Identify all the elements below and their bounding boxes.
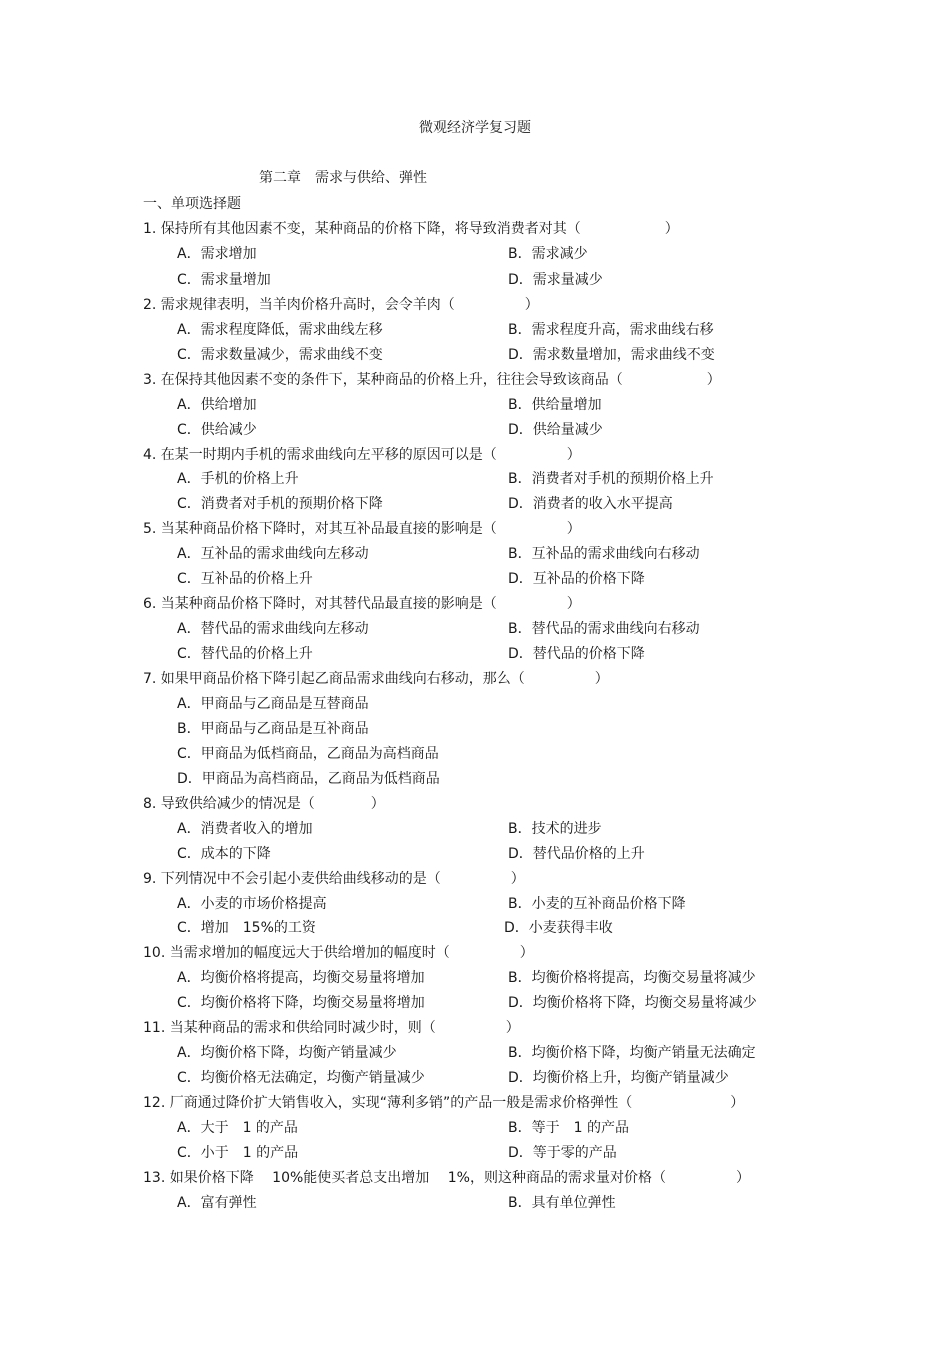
question-5: 5. 当某种商品价格下降时，对其互补品最直接的影响是（ ） [143, 521, 581, 537]
option-7c: C．甲商品为低档商品，乙商品为高档商品 [177, 746, 439, 762]
option-8c: C．成本的下降 [177, 846, 271, 862]
option-12b: B．等于 1 的产品 [508, 1120, 629, 1136]
option-8d: D．替代品价格的上升 [508, 846, 645, 862]
option-7a: A．甲商品与乙商品是互替商品 [177, 696, 369, 712]
option-6d: D．替代品的价格下降 [508, 646, 645, 662]
option-9a: A．小麦的市场价格提高 [177, 896, 327, 912]
option-1a: A．需求增加 [177, 246, 257, 262]
option-2d: D．需求数量增加，需求曲线不变 [508, 347, 715, 363]
option-7d: D．甲商品为高档商品，乙商品为低档商品 [177, 771, 440, 787]
question-13: 13. 如果价格下降 10%能使买者总支出增加 1%，则这种商品的需求量对价格（ ） [143, 1170, 750, 1186]
option-6b: B．替代品的需求曲线向右移动 [508, 621, 700, 637]
option-8b: B．技术的进步 [508, 821, 602, 837]
option-9d: D．小麦获得丰收 [504, 920, 613, 936]
option-10b: B．均衡价格将提高，均衡交易量将减少 [508, 970, 756, 986]
option-12d: D．等于零的产品 [508, 1145, 617, 1161]
option-6a: A．替代品的需求曲线向左移动 [177, 621, 369, 637]
option-10c: C．均衡价格将下降，均衡交易量将增加 [177, 995, 425, 1011]
option-1c: C．需求量增加 [177, 272, 271, 288]
option-10d: D．均衡价格将下降，均衡交易量将减少 [508, 995, 757, 1011]
option-13a: A．富有弹性 [177, 1195, 257, 1211]
question-1: 1. 保持所有其他因素不变，某种商品的价格下降，将导致消费者对其（ ） [143, 221, 679, 237]
option-3d: D．供给量减少 [508, 422, 603, 438]
option-9c: C．增加 15%的工资 [177, 920, 316, 936]
option-4c: C．消费者对手机的预期价格下降 [177, 496, 383, 512]
option-2a: A．需求程度降低，需求曲线左移 [177, 322, 383, 338]
option-11c: C．均衡价格无法确定，均衡产销量减少 [177, 1070, 425, 1086]
option-12a: A．大于 1 的产品 [177, 1120, 298, 1136]
question-12: 12. 厂商通过降价扩大销售收入，实现“薄利多销”的产品一般是需求价格弹性（ ） [143, 1095, 745, 1111]
option-7b: B．甲商品与乙商品是互补商品 [177, 721, 369, 737]
option-5c: C．互补品的价格上升 [177, 571, 313, 587]
option-4b: B．消费者对手机的预期价格上升 [508, 471, 714, 487]
option-2c: C．需求数量减少，需求曲线不变 [177, 347, 383, 363]
question-6: 6. 当某种商品价格下降时，对其替代品最直接的影响是（ ） [143, 596, 581, 612]
question-3: 3. 在保持其他因素不变的条件下，某种商品的价格上升，往往会导致该商品（ ） [143, 372, 721, 388]
question-8: 8. 导致供给减少的情况是（ ） [143, 796, 385, 812]
question-7: 7. 如果甲商品价格下降引起乙商品需求曲线向右移动，那么（ ） [143, 671, 609, 687]
option-4a: A．手机的价格上升 [177, 471, 299, 487]
option-11b: B．均衡价格下降，均衡产销量无法确定 [508, 1045, 756, 1061]
option-11a: A．均衡价格下降，均衡产销量减少 [177, 1045, 397, 1061]
option-5a: A．互补品的需求曲线向左移动 [177, 546, 369, 562]
option-5b: B．互补品的需求曲线向右移动 [508, 546, 700, 562]
option-3a: A．供给增加 [177, 397, 257, 413]
section-heading: 一、单项选择题 [143, 196, 241, 212]
option-8a: A．消费者收入的增加 [177, 821, 313, 837]
option-11d: D．均衡价格上升，均衡产销量减少 [508, 1070, 729, 1086]
question-10: 10. 当需求增加的幅度远大于供给增加的幅度时（ ） [143, 945, 534, 961]
option-4d: D．消费者的收入水平提高 [508, 496, 673, 512]
option-1d: D．需求量减少 [508, 272, 603, 288]
option-6c: C．替代品的价格上升 [177, 646, 313, 662]
option-10a: A．均衡价格将提高，均衡交易量将增加 [177, 970, 425, 986]
chapter-title: 第二章 需求与供给、弹性 [259, 170, 427, 186]
option-3b: B．供给量增加 [508, 397, 602, 413]
option-2b: B．需求程度升高，需求曲线右移 [508, 322, 714, 338]
option-1b: B．需求减少 [508, 246, 588, 262]
option-3c: C．供给减少 [177, 422, 257, 438]
option-12c: C．小于 1 的产品 [177, 1145, 299, 1161]
question-11: 11. 当某种商品的需求和供给同时减少时，则（ ） [143, 1020, 520, 1036]
option-9b: B．小麦的互补商品价格下降 [508, 896, 686, 912]
option-13b: B．具有单位弹性 [508, 1195, 616, 1211]
question-9: 9. 下列情况中不会引起小麦供给曲线移动的是（ ） [143, 871, 525, 887]
option-5d: D．互补品的价格下降 [508, 571, 645, 587]
question-2: 2. 需求规律表明，当羊肉价格升高时，会令羊肉（ ） [143, 297, 539, 313]
document-title: 微观经济学复习题 [419, 120, 531, 136]
question-4: 4. 在某一时期内手机的需求曲线向左平移的原因可以是（ ） [143, 447, 581, 463]
